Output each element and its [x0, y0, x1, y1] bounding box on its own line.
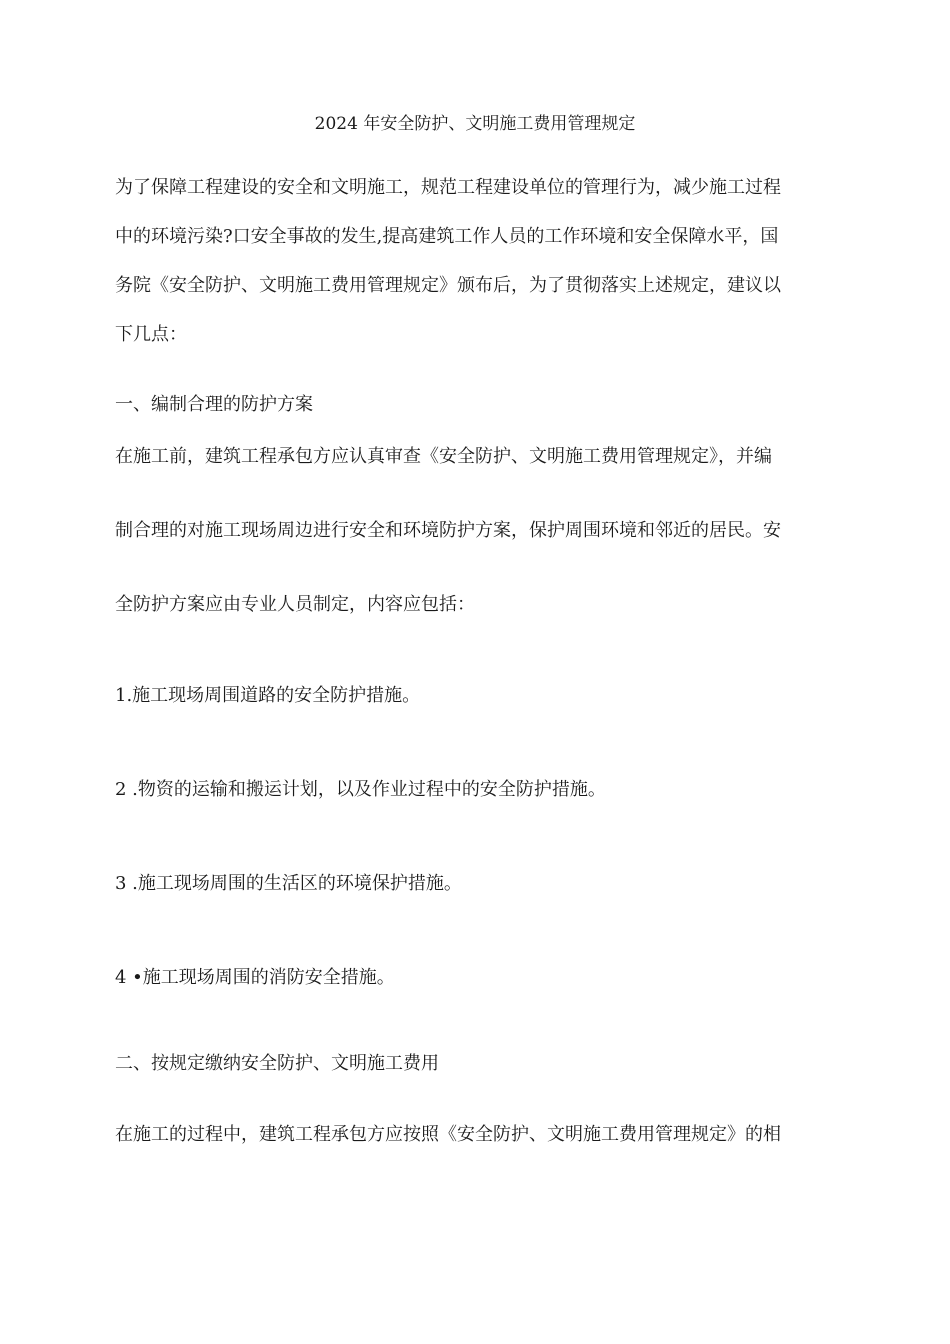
- list-item-1: 1.施工现场周围道路的安全防护措施。: [115, 685, 421, 706]
- intro-line-4: 下几点：: [115, 324, 187, 345]
- section2-heading: 二、按规定缴纳安全防护、文明施工费用: [115, 1053, 439, 1074]
- list-item-3: 3 .施工现场周围的生活区的环境保护措施。: [115, 873, 462, 894]
- list-item-2: 2 .物资的运输和搬运计划，以及作业过程中的安全防护措施。: [115, 779, 606, 800]
- section1-line-1: 在施工前，建筑工程承包方应认真审查《安全防护、文明施工费用管理规定》，并编: [115, 446, 772, 467]
- section1-line-2: 制合理的对施工现场周边进行安全和环境防护方案，保护周围环境和邻近的居民。安: [115, 520, 781, 541]
- section1-heading: 一、编制合理的防护方案: [115, 394, 313, 415]
- section1-line-3: 全防护方案应由专业人员制定，内容应包括：: [115, 594, 475, 615]
- document-title: 2024 年安全防护、文明施工费用管理规定: [314, 114, 636, 134]
- intro-line-2: 中的环境污染?口安全事故的发生,提高建筑工作人员的工作环境和安全保障水平，国: [115, 226, 779, 247]
- section2-line-1: 在施工的过程中，建筑工程承包方应按照《安全防护、文明施工费用管理规定》的相: [115, 1124, 781, 1145]
- intro-line-3: 务院《安全防护、文明施工费用管理规定》颁布后，为了贯彻落实上述规定，建议以: [115, 275, 781, 296]
- intro-line-1: 为了保障工程建设的安全和文明施工，规范工程建设单位的管理行为，减少施工过程: [115, 177, 781, 198]
- list-item-4: 4 •施工现场周围的消防安全措施。: [115, 967, 395, 988]
